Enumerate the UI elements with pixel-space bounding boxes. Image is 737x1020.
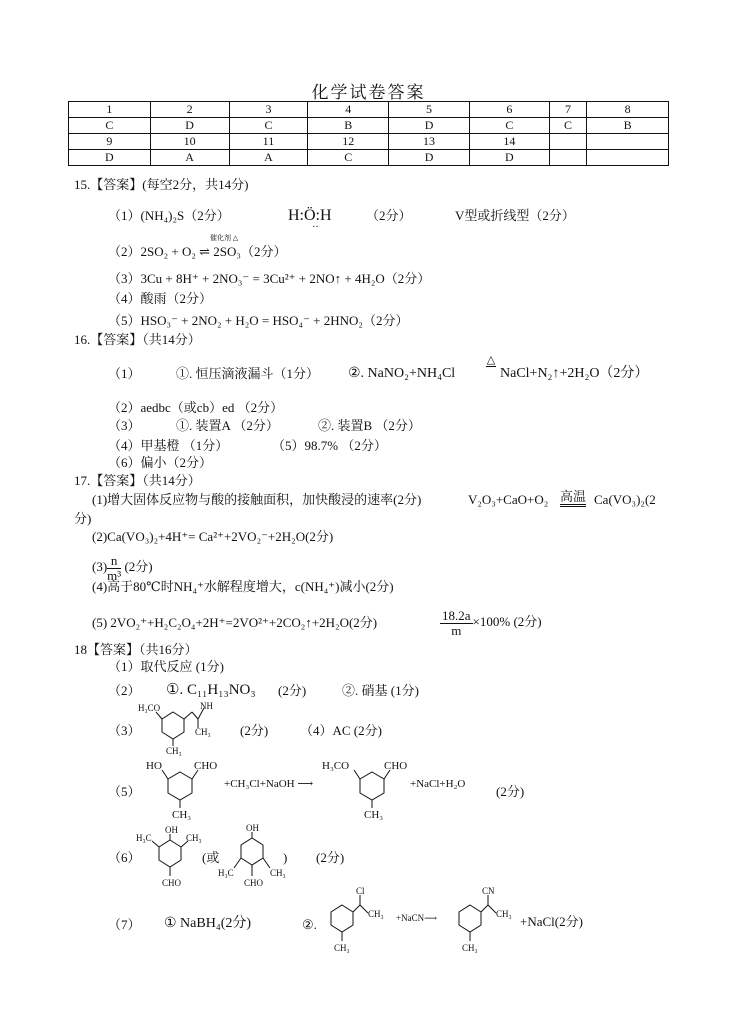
q17-answer-3-score: (2分) xyxy=(124,559,153,574)
table-cell: 13 xyxy=(389,134,470,150)
q18-answer-7-reagent: +NaCN⟶ xyxy=(396,913,437,923)
q17-answer-1d: 分) xyxy=(74,511,92,526)
label-oh: OH xyxy=(246,823,259,833)
q18-structure-5-reactant xyxy=(140,758,220,822)
q18-answer-3-score: (2分) xyxy=(240,723,269,738)
table-cell: A xyxy=(150,150,229,166)
table-cell: 5 xyxy=(389,102,470,118)
table-cell: A xyxy=(229,150,308,166)
q16-answer-4: （4）甲基橙 （1分） xyxy=(108,438,229,453)
label-cho: CHO xyxy=(244,878,264,888)
label-cn: CN xyxy=(482,886,495,896)
table-cell xyxy=(549,150,586,166)
benzene-ring xyxy=(459,905,481,932)
table-cell: C xyxy=(308,150,389,166)
q18-answer-2a: （2） xyxy=(108,683,141,698)
table-cell: B xyxy=(587,118,669,134)
table-cell xyxy=(587,134,669,150)
label-ch3: CH₃ xyxy=(186,833,202,843)
table-row xyxy=(69,134,669,150)
q15-answer-1d: V型或折线型（2分） xyxy=(455,208,575,223)
benzene-ring xyxy=(168,772,192,800)
q15-answer-3: （3）3Cu + 8H⁺ + 2NO₃⁻ = 3Cu²⁺ + 2NO↑ + 4H₂O（2分） xyxy=(108,271,431,286)
q16-answer-3b: ①. 装置A （2分） xyxy=(176,418,279,433)
q17-high-temp-condition: 高温 xyxy=(560,490,586,507)
table-cell: 6 xyxy=(469,102,549,118)
q18-answer-5-score: (2分) xyxy=(496,784,525,799)
q16-answer-6: （6）偏小（2分） xyxy=(108,455,213,470)
label-ch3: CH₃ xyxy=(368,909,384,919)
label-nh: NH xyxy=(200,701,213,711)
q18-answer-5-reagents: +CH₃Cl+NaOH ⟶ xyxy=(224,778,314,790)
q16-answer-2: （2）aedbc（或cb）ed （2分） xyxy=(108,400,284,415)
table-cell: 14 xyxy=(469,134,549,150)
q18-answer-6-close: ) xyxy=(283,850,288,865)
q18-structure-5-product xyxy=(318,758,408,822)
label-h3c: H₃C xyxy=(136,833,152,843)
q15-answer-4: （4）酸雨（2分） xyxy=(108,291,213,306)
q18-structure-7-product xyxy=(446,885,516,957)
table-cell: D xyxy=(389,118,470,134)
q15-answer-2: （2）2SO₂ + O₂ ⇌ 2SO₃（2分） xyxy=(108,244,287,259)
label-ch3: CH₃ xyxy=(270,868,286,878)
table-cell xyxy=(549,134,586,150)
q16-answer-5: （5）98.7% （2分） xyxy=(272,438,387,453)
table-row xyxy=(69,118,669,134)
table-cell: D xyxy=(69,150,151,166)
label-ch3: CH₃ xyxy=(496,909,512,919)
q17-answer-1c: Ca(VO₃)₂(2 xyxy=(594,492,656,507)
q18-answer-6-label: （6） xyxy=(108,850,141,865)
q17-header: 17.【答案】（共14分） xyxy=(74,473,201,488)
label-ch3: CH₃ xyxy=(364,809,384,821)
q17-answer-1b: V₂O₃+CaO+O₂ xyxy=(468,492,549,507)
table-cell: 12 xyxy=(308,134,389,150)
table-cell: C xyxy=(549,118,586,134)
table-cell: C xyxy=(469,118,549,134)
benzene-ring xyxy=(162,712,184,739)
q17-answer-5a: (5) 2VO₂⁺+H₂C₂O₄+2H⁺=2VO²⁺+2CO₂↑+2H₂O(2分) xyxy=(92,615,378,630)
table-cell: 10 xyxy=(150,134,229,150)
q17-answer-5b xyxy=(440,607,542,638)
q17-fraction-purity xyxy=(440,609,473,638)
label-ho: HO xyxy=(146,760,162,772)
table-cell: 3 xyxy=(229,102,308,118)
label-cho: CHO xyxy=(162,878,182,888)
label-ch3: CH₃ xyxy=(166,746,182,756)
q17-answer-2: (2)Ca(VO₃)₂+4H⁺= Ca²⁺+2VO₂⁻+2H₂O(2分) xyxy=(92,529,334,544)
benzene-ring xyxy=(241,838,263,865)
q16-answer-1b: ①. 恒压滴液漏斗（1分） xyxy=(176,366,320,381)
q18-answer-2c: (2分) xyxy=(278,683,307,698)
label-oh: OH xyxy=(165,825,178,835)
q15-reaction-condition: 催化剂 △ xyxy=(210,234,239,242)
q17-answer-5-tail: ×100% (2分) xyxy=(472,614,542,629)
page-title: 化学试卷答案 xyxy=(311,83,426,102)
denominator: m³ xyxy=(107,567,122,583)
table-cell: 7 xyxy=(549,102,586,118)
table-cell: C xyxy=(69,118,151,134)
benzene-ring xyxy=(360,772,384,800)
table-cell: D xyxy=(469,150,549,166)
q18-answer-7b-label: ②. xyxy=(302,917,317,932)
numerator: n xyxy=(107,554,121,569)
q15-answer-1c: （2分） xyxy=(366,208,412,223)
q18-answer-7-tail: +NaCl(2分) xyxy=(520,914,583,929)
q18-structure-6b xyxy=(216,822,288,890)
benzene-ring xyxy=(159,840,181,867)
q16-answer-3a: （3） xyxy=(108,418,141,433)
q18-answer-5-label: （5） xyxy=(108,784,141,799)
label-h3co: H₃CO xyxy=(138,703,161,713)
q18-formula: ①. C₁₁H₁₃NO₃ xyxy=(166,682,256,698)
q16-answer-1d: NaCl+N₂↑+2H₂O（2分） xyxy=(500,366,649,381)
q18-answer-3-label: （3） xyxy=(108,723,141,738)
label-ch3: CH₃ xyxy=(462,943,478,953)
q16-answer-1a: （1） xyxy=(108,366,141,381)
q17-answer-3-label: (3) xyxy=(92,559,108,574)
table-cell: 11 xyxy=(229,134,308,150)
q18-answer-6-or: (或 xyxy=(202,850,220,865)
label-cl: Cl xyxy=(356,886,365,896)
q18-answer-7-label: （7） xyxy=(108,917,141,932)
benzene-ring xyxy=(331,905,353,932)
q18-answer-5-products: +NaCl+H₂O xyxy=(410,778,466,790)
q15-water-electron-formula: H:Ö:H xyxy=(288,207,332,224)
q18-structure-3 xyxy=(138,701,213,757)
q15-answer-1a: （1）(NH₄)₂S（2分） xyxy=(108,208,230,223)
q15-header: 15.【答案】(每空2分，共14分) xyxy=(74,177,249,192)
table-cell: 8 xyxy=(587,102,669,118)
label-h3co: H₃CO xyxy=(322,760,350,772)
table-cell: D xyxy=(389,150,470,166)
q16-answer-3c: ②. 装置B （2分） xyxy=(318,418,421,433)
q18-answer-2d: ②. 硝基 (1分) xyxy=(342,683,419,698)
label-ch3: CH₃ xyxy=(334,943,350,953)
table-cell: D xyxy=(150,118,229,134)
q18-header: 18【答案】（共16分） xyxy=(74,642,198,657)
q16-header: 16.【答案】（共14分） xyxy=(74,332,201,347)
table-cell: 4 xyxy=(308,102,389,118)
q17-answer-4: (4)高于80℃时NH₄⁺水解程度增大，c(NH₄⁺)减小(2分) xyxy=(92,579,394,594)
q16-heat-condition: △ xyxy=(486,354,496,366)
table-cell: B xyxy=(308,118,389,134)
label-cho: CHO xyxy=(194,760,218,772)
table-cell xyxy=(587,150,669,166)
table-cell: 9 xyxy=(69,134,151,150)
q17-answer-3 xyxy=(92,552,153,583)
denominator: m xyxy=(451,622,462,638)
table-row xyxy=(69,150,669,166)
label-ch3: CH₃ xyxy=(172,809,192,821)
q18-answer-6-score: (2分) xyxy=(316,850,345,865)
q15-lone-pair-dots: ·· xyxy=(312,222,319,233)
q16-answer-1c: ②. NaNO₂+NH₄Cl xyxy=(348,366,456,381)
label-cho: CHO xyxy=(384,760,408,772)
table-cell: 2 xyxy=(150,102,229,118)
q18-structure-7-reactant xyxy=(318,885,388,957)
table-row xyxy=(69,102,669,118)
answer-table xyxy=(68,101,669,166)
q18-answer-7a: ① NaBH₄(2分) xyxy=(164,916,252,931)
q17-answer-1a: (1)增大固体反应物与酸的接触面积，加快酸浸的速率(2分) xyxy=(92,492,422,507)
table-cell: C xyxy=(229,118,308,134)
q18-answer-4: （4）AC (2分) xyxy=(300,723,382,738)
q18-structure-6a xyxy=(136,826,206,888)
table-cell: 1 xyxy=(69,102,151,118)
q15-answer-5: （5）HSO₃⁻ + 2NO₂ + H₂O = HSO₄⁻ + 2HNO₂（2分） xyxy=(108,313,409,328)
q18-answer-1: （1）取代反应 (1分) xyxy=(108,659,224,674)
label-ch3: CH₃ xyxy=(195,727,211,737)
label-h3c: H₃C xyxy=(218,868,234,878)
numerator: 18.2a xyxy=(442,607,471,623)
